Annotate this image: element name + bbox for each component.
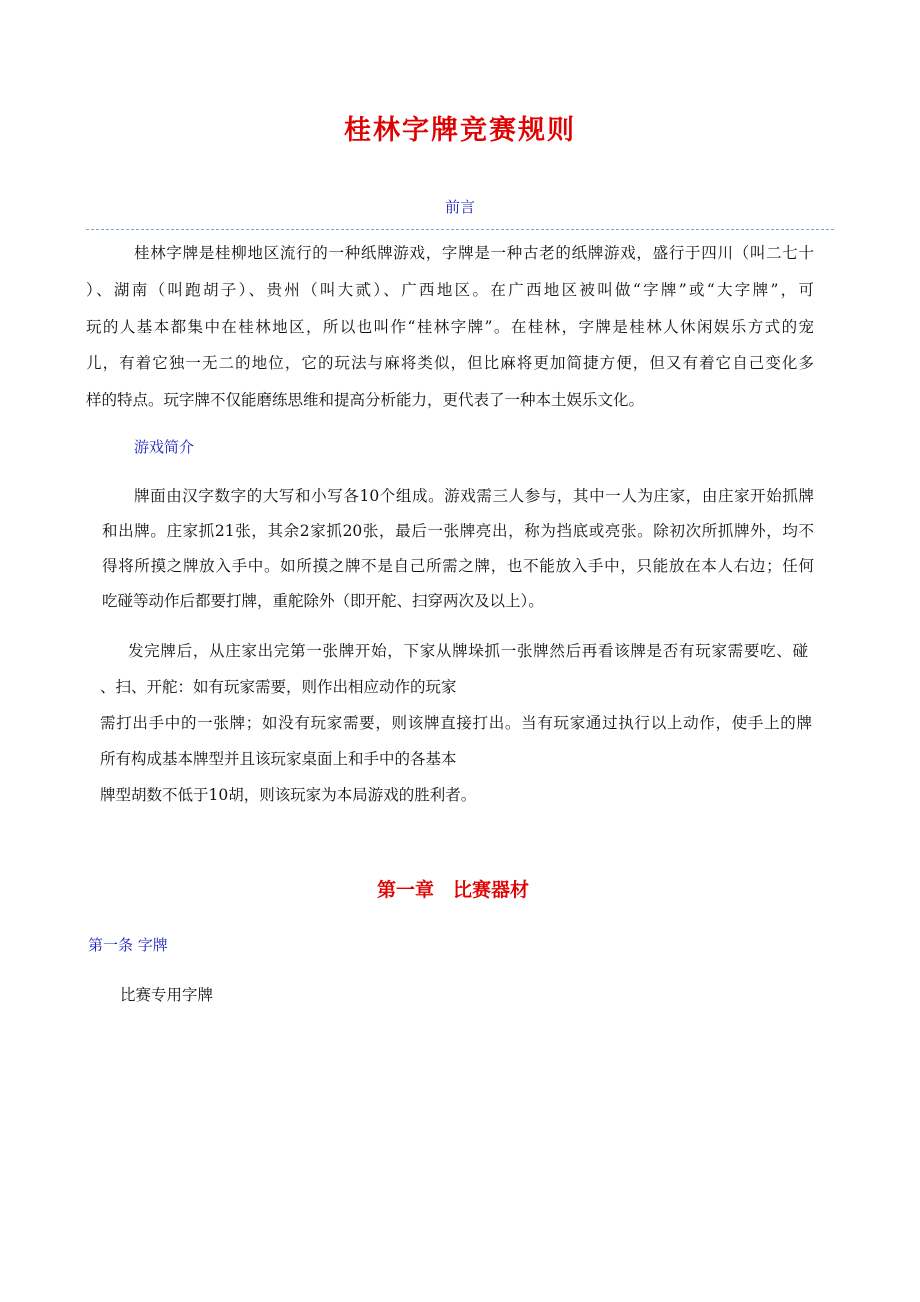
rule-line: 需打出手中的一张牌；如没有玩家需要，则该牌直接打出。当有玩家通过执行以上动作，使手上的牌: [100, 714, 812, 732]
section-divider: [86, 229, 834, 230]
rule-line: 、扫、开舵：如有玩家需要，则作出相应动作的玩家: [100, 678, 457, 696]
rule-line: 所有构成基本牌型并且该玩家桌面上和手中的各基本: [100, 750, 457, 768]
foreword-line: ）、湖南（叫跑胡子）、贵州（叫大贰）、广西地区。在广西地区被叫做“字牌”或“大字牌”，可: [86, 281, 814, 299]
rule-line: 发完牌后，从庄家出完第一张牌开始，下家从牌垛抓一张牌然后再看该牌是否有玩家需要吃、碰: [128, 642, 808, 660]
intro-line: 牌面由汉字数字的大写和小写各10个组成。游戏需三人参与，其中一人为庄家，由庄家开始抓牌: [134, 487, 814, 505]
foreword-line: 玩的人基本都集中在桂林地区，所以也叫作“桂林字牌”。在桂林，字牌是桂林人休闲娱乐方式的宠: [86, 318, 814, 336]
intro-line: 和出牌。庄家抓21张，其余2家抓20张，最后一张牌亮出，称为挡底或亮张。除初次所抓牌外，均不: [102, 522, 814, 540]
intro-heading: 游戏简介: [134, 438, 195, 456]
intro-line: 吃碰等动作后都要打牌，重舵除外（即开舵、扫穿两次及以上）。: [102, 592, 544, 610]
foreword-line: 儿，有着它独一无二的地位，它的玩法与麻将类似，但比麻将更加简捷方便，但又有着它自己变化多: [86, 354, 814, 372]
article-heading: 第一条 字牌: [88, 936, 168, 954]
chapter-heading: 第一章 比赛器材: [376, 879, 529, 901]
intro-line: 得将所摸之牌放入手中。如所摸之牌不是自己所需之牌，也不能放入手中，只能放在本人右边；任何: [102, 557, 814, 575]
article-text: 比赛专用字牌: [120, 986, 214, 1004]
foreword-line: 样的特点。玩字牌不仅能磨练思维和提高分析能力，更代表了一种本土娱乐文化。: [86, 391, 645, 409]
foreword-heading: 前言: [444, 198, 475, 216]
rule-line: 牌型胡数不低于10胡，则该玩家为本局游戏的胜利者。: [100, 786, 477, 804]
foreword-line: 桂林字牌是桂柳地区流行的一种纸牌游戏，字牌是一种古老的纸牌游戏，盛行于四川（叫二七十: [134, 244, 814, 262]
document-title: 桂林字牌竞赛规则: [344, 115, 576, 146]
